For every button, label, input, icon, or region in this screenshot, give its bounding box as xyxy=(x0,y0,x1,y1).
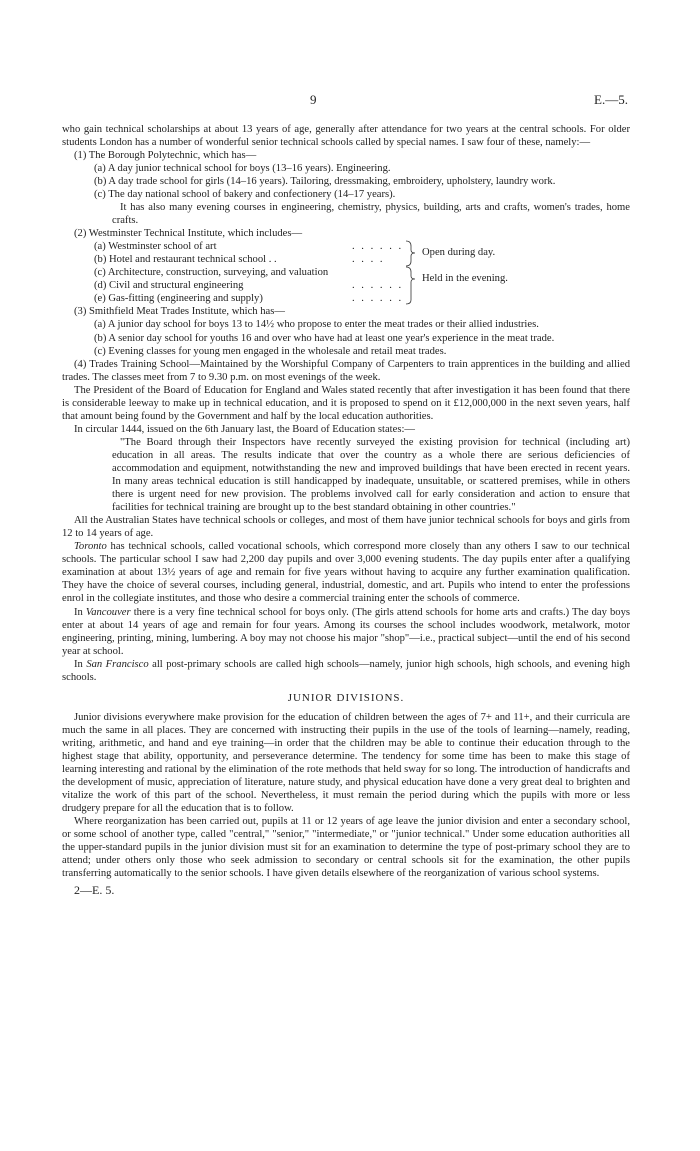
sub-list-item: (c) The day national school of bakery and confectionery (14–17 years). xyxy=(94,189,396,201)
paragraph: Where reorganization has been carried out, pupils at 11 or 12 years of age leave the junior division and enter a secondary school, or some school of another type, called "central," "senior," "intermediate," or "junior technical." Under some education authorities all the upper-standard pupils in the junior division must sit for an examination to determine the type of post-primary school they are to attend; under others only those who seek admission to secondary or central schools sit for the examination, the other pupils transferring automatically to the senior schools. I have given details elsewhere of the reorganization of various school systems. xyxy=(62,816,630,880)
city-name: San Francisco xyxy=(86,658,149,670)
course-label: (a) Westminster school of art xyxy=(94,241,217,253)
table-row xyxy=(62,292,630,305)
document-body xyxy=(62,123,630,897)
paragraph: Junior divisions everywhere make provision for the education of children between the ages of 7+ and 11+, and their curricula are much the same in all places. They are concerned with instructing their pupils in the use of the tools of learning—namely, reading, writing, arithmetic, and hand and eye training—in order that the children may be able to continue their education through to the highest stage that ability, opportunity, and perseverance determine. The tendency for some time has been to make this stage of learning interesting and rational by the elimination of the rote methods that held sway for so long. The introduction of handicrafts and the development of music, appreciation of literature, nature study, and physical education have done a very great deal to brighten and vitalize the work of this part of the school. Nevertheless, it must remain the period during which the pupils with more or less drudgery prepare for all the education that is to follow. xyxy=(62,711,630,815)
page-number: 9 xyxy=(310,92,317,107)
list-item: (4) Trades Training School—Maintained by the Worshipful Company of Carpenters to train apprentices in the building and allied trades. The classes meet from 7 to 9.30 p.m. on most evenings of the week. xyxy=(62,358,630,383)
paragraph: All the Australian States have technical schools or colleges, and most of them have junior technical schools for boys and girls from 12 to 14 years of age. xyxy=(62,515,630,540)
leader-dots: . . . . . . xyxy=(352,241,404,253)
course-label: (b) Hotel and restaurant technical school . . xyxy=(94,254,277,266)
section-heading: JUNIOR DIVISIONS. xyxy=(287,691,405,704)
paragraph xyxy=(62,606,630,658)
paragraph xyxy=(62,540,630,605)
course-label: (c) Architecture, construction, surveying, and valuation xyxy=(94,267,329,279)
leader-dots: . . . . . . xyxy=(352,293,404,305)
paragraph: The President of the Board of Education for England and Wales stated recently that after investigation it has been found that there is considerable leeway to make up in technical education, and it is proposed to spend on it £12,000,000 in the next seven years, half that amount being found by the Government and half by the local education authorities. xyxy=(62,384,630,422)
sub-list-item: (a) A junior day school for boys 13 to 14½ who propose to enter the meat trades or their allied industries. xyxy=(94,319,539,331)
city-name: Vancouver xyxy=(85,606,131,618)
brace-label-evening: Held in the evening. xyxy=(422,273,508,285)
paragraph xyxy=(62,658,630,684)
table-row xyxy=(62,240,630,253)
sub-list-item: (b) A senior day school for youths 16 and over who have had at least one year's experience in the meat trade. xyxy=(94,332,555,344)
sub-list-note: It has also many evening courses in engineering, chemistry, physics, building, arts and crafts, women's trades, home crafts. xyxy=(112,202,630,227)
list-item: (1) The Borough Polytechnic, which has— xyxy=(74,150,257,162)
sub-list-item: (c) Evening classes for young men engaged in the wholesale and retail meat trades. xyxy=(94,345,447,357)
paragraph-text: In xyxy=(74,606,86,618)
paragraph-text: In xyxy=(74,658,87,670)
table-row xyxy=(62,279,630,292)
westminster-courses-table xyxy=(62,240,630,305)
course-label: (d) Civil and structural engineering xyxy=(94,280,244,292)
city-name: Toronto xyxy=(74,541,107,553)
sub-list-item: (b) A day trade school for girls (14–16 years). Tailoring, dressmaking, embroidery, upholstery, laundry work. xyxy=(94,176,556,188)
sub-list-item: (a) A day junior technical school for boys (13–16 years). Engineering. xyxy=(94,163,391,175)
list-item: (3) Smithfield Meat Trades Institute, which has— xyxy=(74,306,285,318)
table-row xyxy=(62,266,630,279)
paragraph-text: there is a very fine technical school for boys only. (The girls attend schools for home arts and crafts.) The day boys enter at about 14 years of age and remain for four years. Among its courses the school includes woodwork, metalwork, motor engineering, printing, mining, lumbering. A boy may not choose his major "shop"—i.e., practical subject—until the end of his second year at school. xyxy=(62,606,630,657)
page-signature: 2—E. 5. xyxy=(74,883,115,898)
paragraph-text: has technical schools, called vocational schools, which correspond more closely than any others I saw to our technical schools. The particular school I saw had 2,200 day pupils and over 3,000 evening students. The day pupils enter after a qualifying examination at about 13½ years of age and remain for five years without having to acquire any further examination qualification. They have the choice of several courses, including general, industrial, domestic, and art. Pupils who intend to enter the professions enrol in the collegiate institutes, and those who desire a commercial training enter the schools of commerce. xyxy=(62,541,630,605)
paragraph-text: all post-primary schools are called high schools—namely, junior high schools, high schools, and evening high schools. xyxy=(62,658,630,683)
document-reference: E.—5. xyxy=(594,92,628,107)
paragraph: In circular 1444, issued on the 6th January last, the Board of Education states:— xyxy=(74,423,415,435)
leader-dots: . . . . . . xyxy=(352,280,404,292)
table-row xyxy=(62,253,630,266)
brace-label-day: Open during day. xyxy=(422,247,496,259)
paragraph: who gain technical scholarships at about 13 years of age, generally after attendance for two years at the central schools. For older students London has a number of wonderful senior technical schools called by special names. I saw four of these, namely:— xyxy=(62,124,630,149)
brace-icon xyxy=(402,240,422,305)
list-item: (2) Westminster Technical Institute, which includes— xyxy=(74,228,303,240)
page-header xyxy=(62,93,630,113)
course-label: (e) Gas-fitting (engineering and supply) xyxy=(94,293,263,305)
leader-dots: . . . . xyxy=(352,254,385,266)
quotation: "The Board through their Inspectors have recently surveyed the existing provision for technical (including art) education in all areas. The results indicate that over the country as a whole there are serious deficiencies of accommodation and equipment, notwithstanding the new and improved buildings that have been erected in recent years. In many areas technical education is still handicapped by inadequate, unsuitable, or scattered premises, while in others there is urgent need for new provision. The problems involved call for early consideration and action to ensure that facilities for technical training are brought up to the best standard obtaining in other countries." xyxy=(112,436,630,514)
